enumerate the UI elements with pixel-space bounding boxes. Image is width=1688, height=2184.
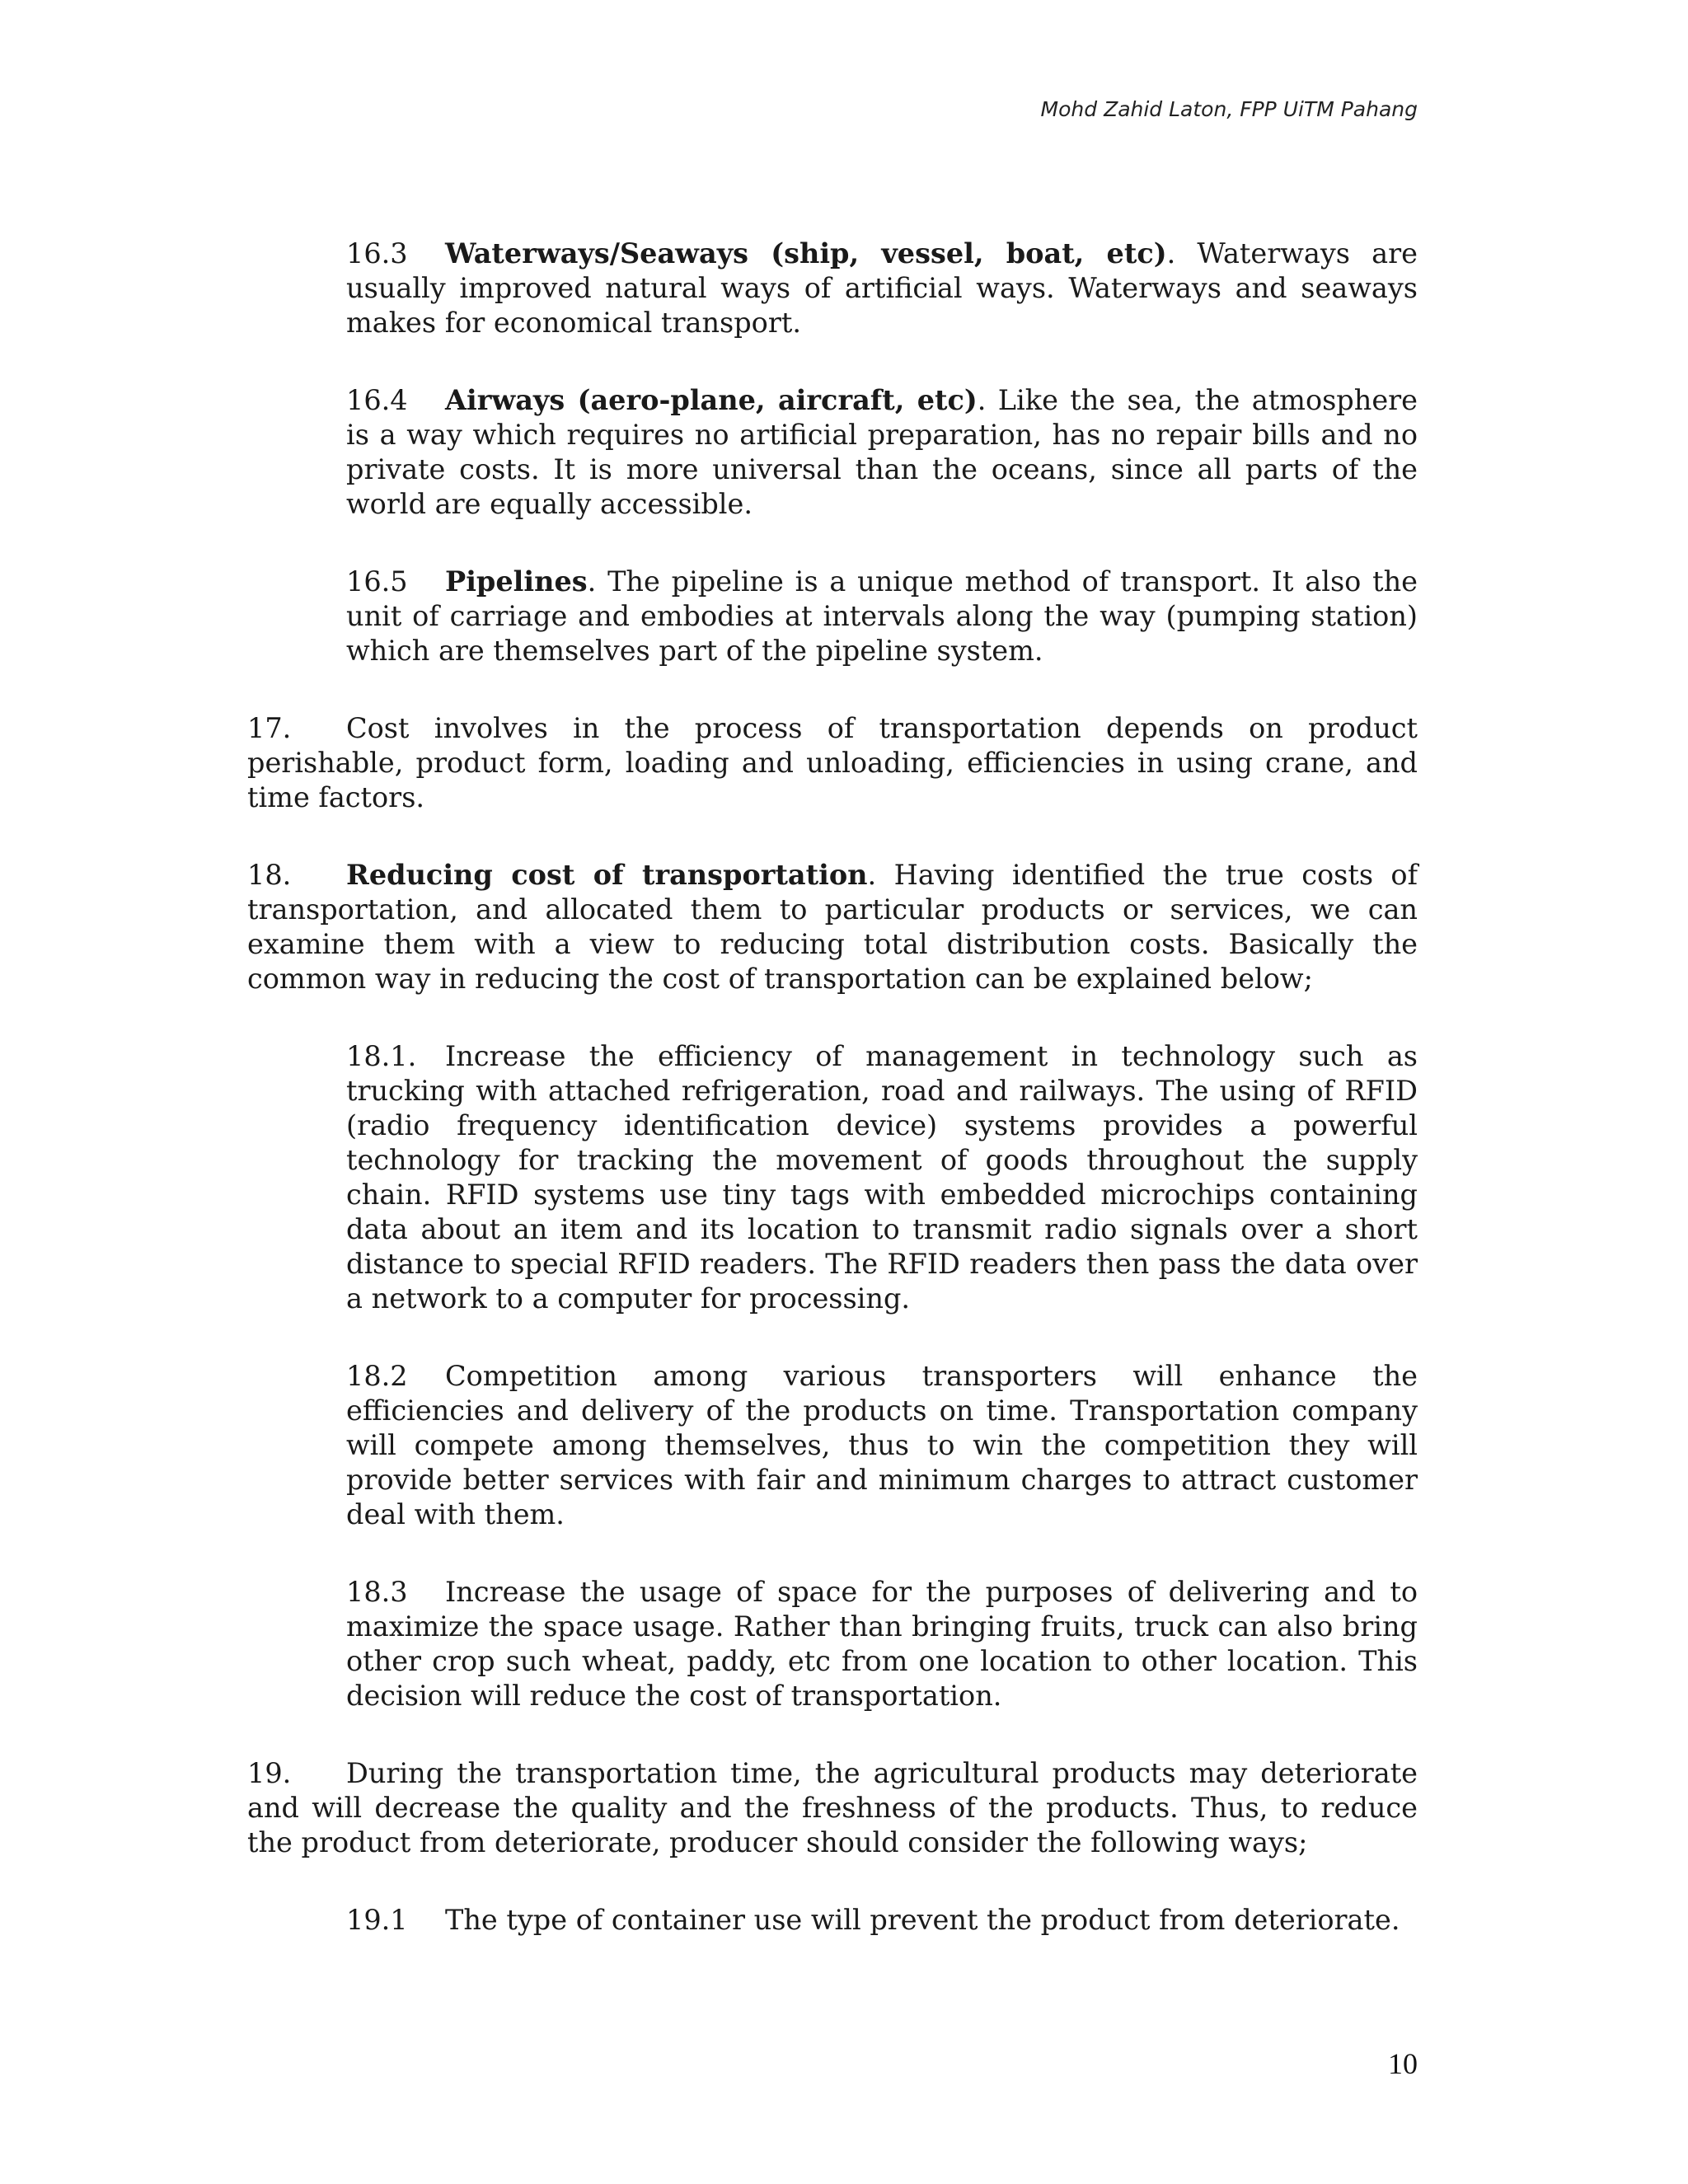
paragraph-gap [247,522,1418,565]
section-16-3 [346,237,1418,340]
section-text: . Having identified the true costs of transportation, and allocated them to particular products or services, we can examine them with a view to reducing total distribution costs. Basically the common way in reducing the cost of transportation can be explained below; [247,859,1418,995]
paragraph-gap [247,1316,1418,1359]
section-19-1 [346,1903,1418,1938]
section-text: Competition among various transporters will enhance the efficiencies and delivery of the products on time. Transportation company will compete among themselves, thus to win the competition they will provide better services with fair and minimum charges to attract customer deal with them. [346,1360,1418,1530]
section-heading: Pipelines [445,565,588,598]
page-body [247,237,1418,1938]
section-number: 17. [247,712,292,744]
section-number: 16.5 [346,565,408,598]
section-text: . The pipeline is a unique method of transport. It also the unit of carriage and embodies at intervals along the way (pumping station) which are themselves part of the pipeline system. [346,565,1418,667]
section-text: Cost involves in the process of transportation depends on product perishable, product form, loading and unloading, efficiencies in using crane, and time factors. [247,712,1418,813]
paragraph-gap [247,668,1418,711]
section-number: 18.2 [346,1360,408,1392]
paragraph-gap [247,1860,1418,1903]
section-number: 18.1. [346,1040,417,1072]
paragraph-gap [247,1532,1418,1575]
section-heading: Waterways/Seaways (ship, vessel, boat, etc) [445,237,1167,269]
section-number: 19. [247,1757,292,1789]
section-number: 16.3 [346,237,408,269]
section-heading: Reducing cost of transportation [346,859,868,891]
section-18-2 [346,1359,1418,1532]
section-text: The type of container use will prevent the product from deteriorate. [445,1904,1400,1936]
running-header: Mohd Zahid Laton, FPP UiTM Pahang [1040,97,1418,121]
section-text: Increase the efficiency of management in technology such as trucking with attached refrigeration, road and railways. The using of RFID (radio frequency identification device) systems provides a powerful technology for tracking the movement of goods throughout the supply chain. RFID systems use tiny tags with embedded microchips containing data about an item and its location to transmit radio signals over a short distance to special RFID readers. The RFID readers then pass the data over a network to a computer for processing. [346,1040,1418,1315]
paragraph-gap [247,996,1418,1039]
section-16-5 [346,565,1418,668]
section-number: 19.1 [346,1904,408,1936]
section-heading: Airways (aero-plane, aircraft, etc) [445,384,978,416]
section-number: 16.4 [346,384,408,416]
section-text: During the transportation time, the agricultural products may deteriorate and will decrease the quality and the freshness of the products. Thus, to reduce the product from deteriorate, producer should consider the following ways; [247,1757,1418,1858]
section-number: 18. [247,859,292,891]
section-text: Increase the usage of space for the purposes of delivering and to maximize the space usage. Rather than bringing fruits, truck can also bring other crop such wheat, paddy, etc from one location to other location. This decision will reduce the cost of transportation. [346,1576,1418,1712]
page-number: 10 [1388,2047,1418,2080]
paragraph-gap [247,1713,1418,1756]
section-19 [247,1756,1418,1860]
paragraph-gap [247,815,1418,858]
section-16-4 [346,383,1418,522]
section-text: . Like the sea, the atmosphere is a way which requires no artificial preparation, has no repair bills and no private costs. It is more universal than the oceans, since all parts of the world are equally accessible. [346,384,1418,520]
section-text: . Waterways are usually improved natural ways of artificial ways. Waterways and seaways makes for economical transport. [346,237,1418,339]
section-number: 18.3 [346,1576,408,1608]
section-18-3 [346,1575,1418,1713]
paragraph-gap [247,340,1418,383]
section-17 [247,711,1418,815]
section-18-1 [346,1039,1418,1316]
section-18 [247,858,1418,996]
